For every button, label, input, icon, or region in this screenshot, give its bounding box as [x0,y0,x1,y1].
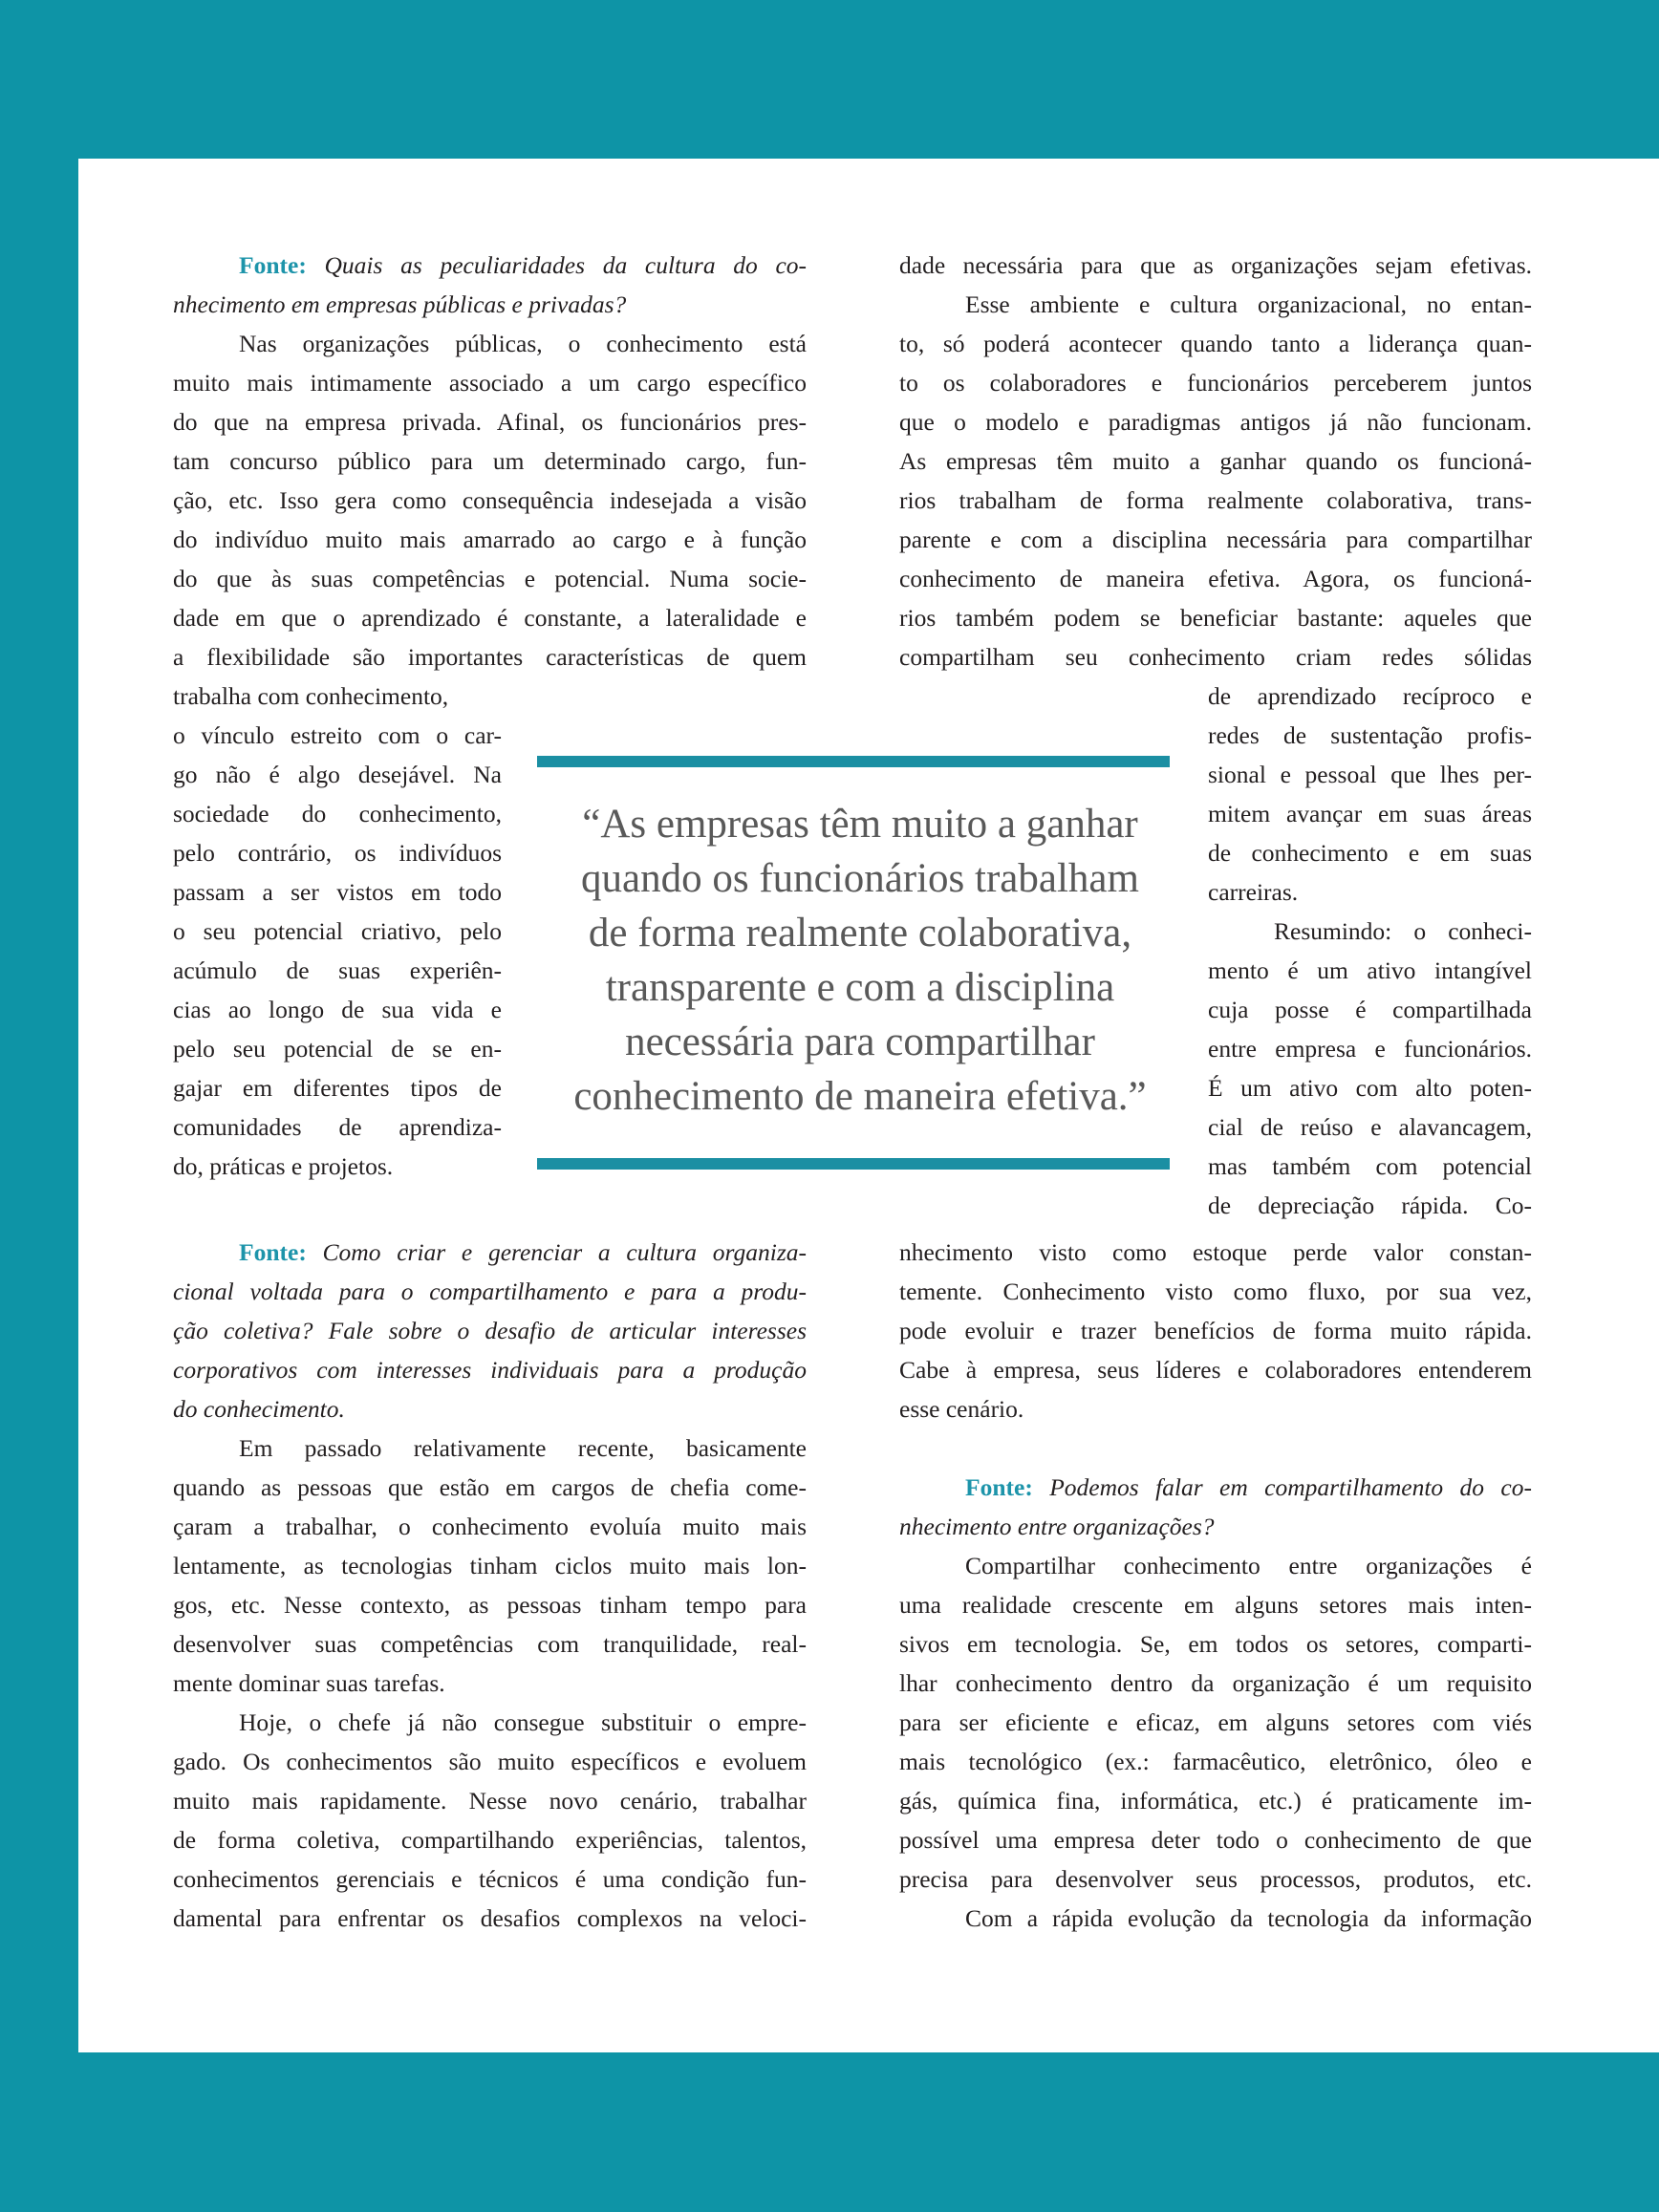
paragraph-line: lhar conhecimento dentro da organização é um requisito [899,1669,1532,1697]
paragraph-line: to, só poderá acontecer quando tanto a liderança quan- [899,330,1532,357]
paragraph-line: parente e com a disciplina necessária para compartilhar [899,526,1532,553]
question-2-line: ção coletiva? Fale sobre o desafio de articular interesses [173,1317,807,1344]
paragraph-line: desenvolver suas competências com tranquilidade, real- [173,1630,807,1658]
paragraph-line: o seu potencial criativo, pelo [173,917,502,945]
paragraph-line: gás, química fina, informática, etc.) é praticamente im- [899,1787,1532,1815]
paragraph-line: Nas organizações públicas, o conhecimento está [239,330,807,357]
paragraph-line: gajar em diferentes tipos de [173,1074,502,1102]
paragraph-line: nhecimento visto como estoque perde valor constan- [899,1238,1532,1266]
question-label: Fonte: [965,1473,1033,1501]
paragraph-line: sional e pessoal que lhes per- [1208,761,1532,788]
paragraph-line: to os colaboradores e funcionários perceberem juntos [899,369,1532,397]
question-3-line: Fonte: Podemos falar em compartilhamento do co- [965,1473,1532,1501]
question-label: Fonte: [239,251,307,279]
pull-quote-line: “As empresas têm muito a ganhar [582,802,1138,847]
paragraph-line: do, práticas e projetos. [173,1152,394,1180]
paragraph-line: pode evoluir e trazer benefícios de forma muito rápida. [899,1317,1532,1344]
paragraph-line: dade em que o aprendizado é constante, a lateralidade e [173,604,807,632]
paragraph-line: Resumindo: o conheci- [1274,917,1532,945]
paragraph-line: pelo contrário, os indivíduos [173,839,502,867]
paragraph-line: É um ativo com alto poten- [1208,1074,1532,1102]
pull-quote-top-rule [537,756,1170,767]
paragraph-line: As empresas têm muito a ganhar quando os funcioná- [899,447,1532,475]
paragraph-line: conhecimento de maneira efetiva. Agora, os funcioná- [899,565,1532,592]
question-1-line: nhecimento em empresas públicas e privadas? [173,290,627,318]
paragraph-line: go não é algo desejável. Na [173,761,502,788]
paragraph-line: cuja posse é compartilhada [1208,996,1532,1023]
paragraph-line: mitem avançar em suas áreas [1208,800,1532,827]
paragraph-line: a flexibilidade são importantes características de quem [173,643,807,671]
paragraph-line: Compartilhar conhecimento entre organizações é [965,1552,1532,1579]
paragraph-line: redes de sustentação profis- [1208,721,1532,749]
paragraph-line: Hoje, o chefe já não consegue substituir o empre- [239,1708,807,1736]
paragraph-line: mento é um ativo intangível [1208,956,1532,984]
paragraph-line: Cabe à empresa, seus líderes e colaboradores entenderem [899,1356,1532,1384]
pull-quote [543,797,1177,1124]
paragraph-line: sociedade do conhecimento, [173,800,502,827]
paragraph-line: Esse ambiente e cultura organizacional, no entan- [965,290,1532,318]
paragraph-line: dade necessária para que as organizações sejam efetivas. [899,251,1532,279]
paragraph-line: Em passado relativamente recente, basicamente [239,1434,807,1462]
paragraph-line: carreiras. [1208,878,1299,906]
paragraph-line: lentamente, as tecnologias tinham ciclos muito mais lon- [173,1552,807,1579]
paragraph-line: conhecimentos gerenciais e técnicos é uma condição fun- [173,1865,807,1893]
paragraph-line: acúmulo de suas experiên- [173,956,502,984]
paragraph-line: do indivíduo muito mais amarrado ao cargo e à função [173,526,807,553]
question-1-line: Fonte: Quais as peculiaridades da cultura do co- [239,251,807,279]
paragraph-line: de aprendizado recíproco e [1208,682,1532,710]
paragraph-line: mente dominar suas tarefas. [173,1669,445,1697]
paragraph-line: de depreciação rápida. Co- [1208,1192,1532,1219]
paragraph-line: de forma coletiva, compartilhando experiências, talentos, [173,1826,807,1854]
paragraph-line: cial de reúso e alavancagem, [1208,1113,1532,1141]
paragraph-line: para ser eficiente e eficaz, em alguns setores com viés [899,1708,1532,1736]
question-2-line: cional voltada para o compartilhamento e para a produ- [173,1278,807,1305]
paragraph-line: entre empresa e funcionários. [1208,1035,1532,1063]
paragraph-line: passam a ser vistos em todo [173,878,502,906]
paragraph-line: Com a rápida evolução da tecnologia da informação [965,1904,1532,1932]
pull-quote-line: necessária para compartilhar [625,1020,1095,1064]
pull-quote-line: conhecimento de maneira efetiva.” [573,1074,1147,1119]
paragraph-line: muito mais intimamente associado a um cargo específico [173,369,807,397]
paragraph-line: compartilham seu conhecimento criam redes sólidas [899,643,1532,671]
question-2-line: do conhecimento. [173,1395,345,1423]
paragraph-line: ção, etc. Isso gera como consequência indesejada a visão [173,486,807,514]
paragraph-line: rios também podem se beneficiar bastante: aqueles que [899,604,1532,632]
paragraph-line: mas também com potencial [1208,1152,1532,1180]
paragraph-line: uma realidade crescente em alguns setores mais inten- [899,1591,1532,1619]
paragraph-line: rios trabalham de forma realmente colaborativa, trans- [899,486,1532,514]
paragraph-line: do que na empresa privada. Afinal, os funcionários pres- [173,408,807,436]
paragraph-line: sivos em tecnologia. Se, em todos os setores, comparti- [899,1630,1532,1658]
paragraph-line: damental para enfrentar os desafios complexos na veloci- [173,1904,807,1932]
paragraph-line: pelo seu potencial de se en- [173,1035,502,1063]
paragraph-line: que o modelo e paradigmas antigos já não funcionam. [899,408,1532,436]
paragraph-line: precisa para desenvolver seus processos, produtos, etc. [899,1865,1532,1893]
paragraph-line: gos, etc. Nesse contexto, as pessoas tinham tempo para [173,1591,807,1619]
paragraph-line: muito mais rapidamente. Nesse novo cenário, trabalhar [173,1787,807,1815]
paragraph-line: possível uma empresa deter todo o conhecimento de que [899,1826,1532,1854]
paragraph-line: o vínculo estreito com o car- [173,721,502,749]
paragraph-line: esse cenário. [899,1395,1024,1423]
paragraph-line: comunidades de aprendiza- [173,1113,502,1141]
paragraph-line: trabalha com conhecimento, [173,682,449,710]
paragraph-line: do que às suas competências e potencial. Numa socie- [173,565,807,592]
question-3-line: nhecimento entre organizações? [899,1513,1215,1540]
paragraph-line: tam concurso público para um determinado cargo, fun- [173,447,807,475]
paragraph-line: çaram a trabalhar, o conhecimento evoluía muito mais [173,1513,807,1540]
question-2-line: Fonte: Como criar e gerenciar a cultura organiza- [239,1238,807,1266]
paragraph-line: quando as pessoas que estão em cargos de chefia come- [173,1473,807,1501]
pull-quote-line: de forma realmente colaborativa, [588,911,1132,956]
question-label: Fonte: [239,1238,307,1266]
paragraph-line: de conhecimento e em suas [1208,839,1532,867]
paragraph-line: cias ao longo de sua vida e [173,996,502,1023]
paragraph-line: gado. Os conhecimentos são muito específicos e evoluem [173,1748,807,1775]
pull-quote-line: transparente e com a disciplina [605,965,1115,1010]
paragraph-line: mais tecnológico (ex.: farmacêutico, eletrônico, óleo e [899,1748,1532,1775]
paragraph-line: temente. Conhecimento visto como fluxo, por sua vez, [899,1278,1532,1305]
pull-quote-bottom-rule [537,1158,1170,1170]
pull-quote-line: quando os funcionários trabalham [581,856,1139,901]
question-2-line: corporativos com interesses individuais para a produção [173,1356,807,1384]
